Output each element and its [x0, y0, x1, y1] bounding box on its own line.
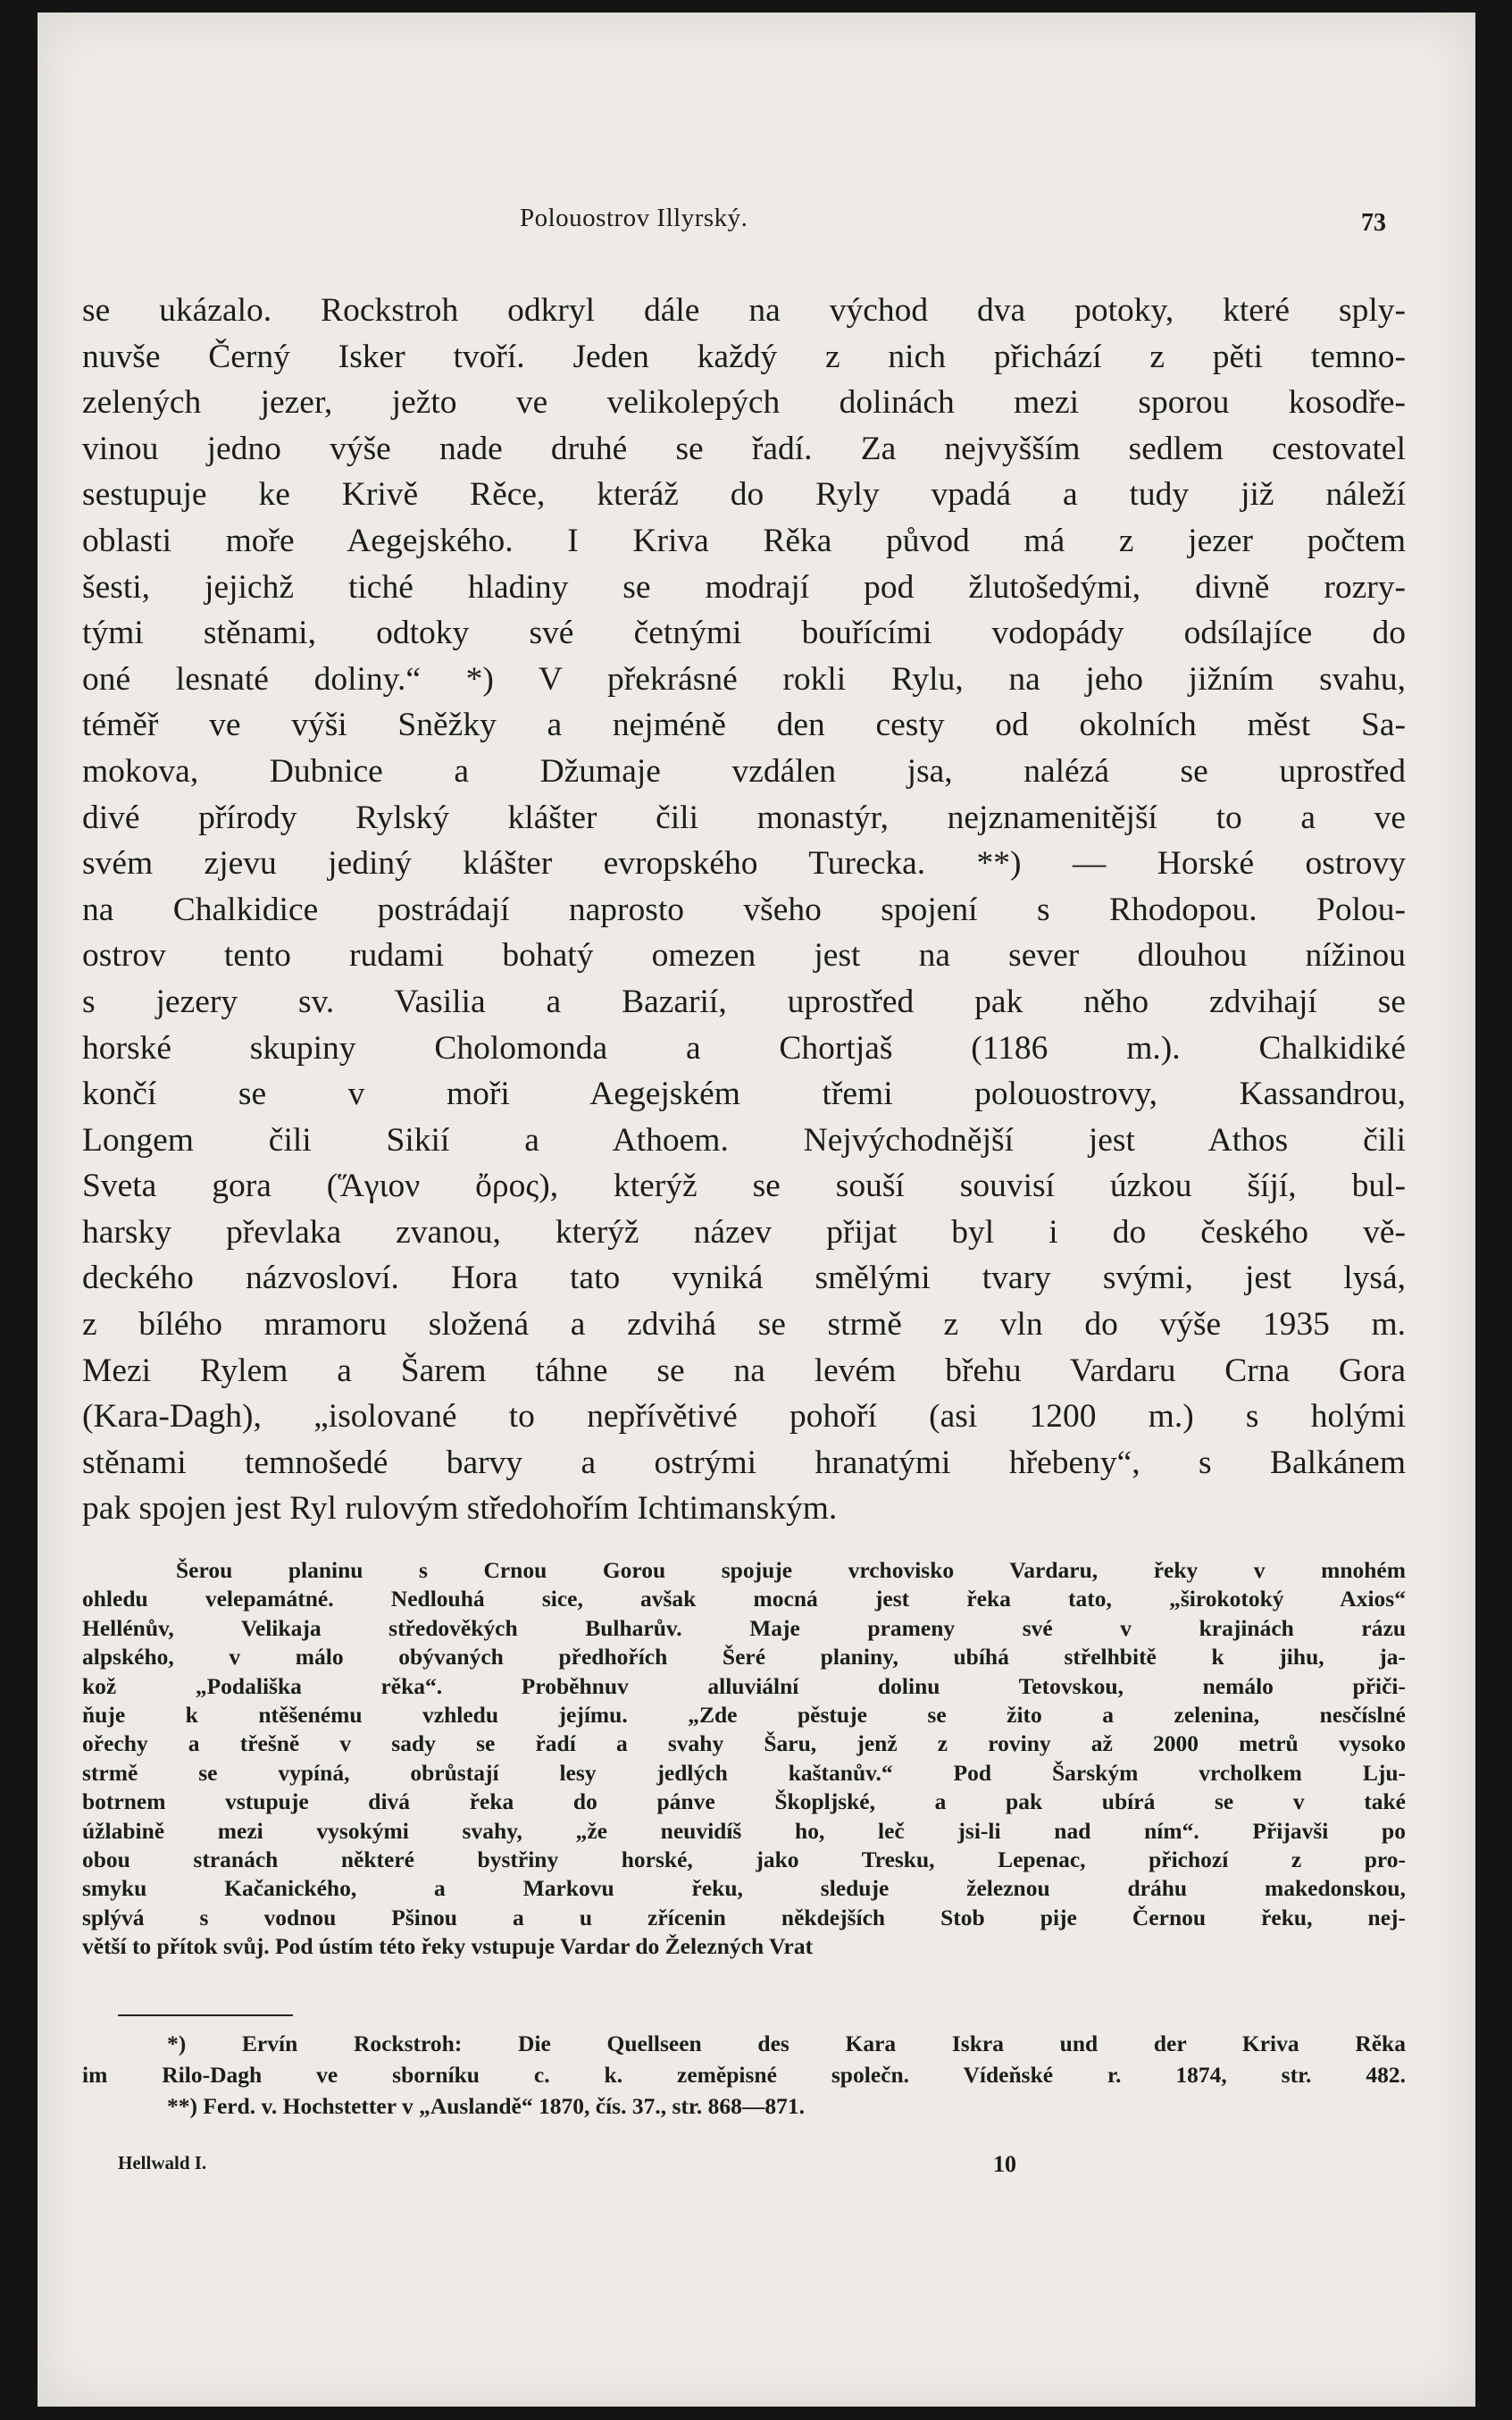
text-line: sestupuje ke Krivě Rěce, kteráž do Ryly vpadá a tudy již náleží — [82, 476, 1406, 514]
note-line: obou stranách některé bystřiny horské, jako Tresku, Lepenac, přichozí z pro- — [82, 1846, 1406, 1872]
text-line: s jezery sv. Vasilia a Bazarií, uprostřed pak něho zdvihají se — [82, 983, 1406, 1020]
text-line: z bílého mramoru složená a zdvihá se strmě z vln do výše 1935 m. — [82, 1306, 1406, 1344]
note-line: botrnem vstupuje divá řeka do pánve Škopljské, a pak ubírá se v také — [82, 1788, 1406, 1815]
note-line: strmě se vypíná, obrůstají lesy jedlých kaštanův.“ Pod Šarským vrcholkem Lju- — [82, 1759, 1406, 1786]
text-line: zelených jezer, ježto ve velikolepých dolinách mezi sporou kosodře- — [82, 384, 1406, 422]
note-line: ohledu velepamátné. Nedlouhá sice, avšak mocná jest řeka tato, „širokotoký Axios“ — [82, 1586, 1406, 1612]
page-header — [38, 204, 1475, 239]
text-line: vinou jedno výše nade druhé se řadí. Za nejvyšším sedlem cestovatel — [82, 430, 1406, 467]
footnote-line: im Rilo-Dagh ve sborníku c. k. zeměpisné společn. Vídeňské r. 1874, str. 482. — [82, 2062, 1406, 2088]
note-line: ořechy a třešně v sady se řadí a svahy Šaru, jenž z roviny až 2000 metrů vysoko — [82, 1730, 1406, 1757]
text-line: oblasti moře Aegejského. I Kriva Rěka původ má z jezer počtem — [82, 522, 1406, 559]
note-line: úžlabině mezi vysokými svahy, „že neuvidíš ho, leč jsi-li nad ním“. Přijavši po — [82, 1817, 1406, 1844]
page-number: 73 — [1361, 209, 1386, 237]
footnote-line: *) Ervín Rockstroh: Die Quellseen des Kara Iskra und der Kriva Rěka — [167, 2031, 1406, 2056]
text-line: nuvše Černý Isker tvoří. Jeden každý z nich přichází z pěti temno- — [82, 338, 1406, 375]
text-line: stěnami temnošedé barvy a ostrými hranatými hřebeny“, s Balkánem — [82, 1444, 1406, 1481]
text-line: horské skupiny Cholomonda a Chortjaš (1186 m.). Chalkidiké — [82, 1029, 1406, 1067]
text-line: končí se v moři Aegejském třemi polouostrovy, Kassandrou, — [82, 1076, 1406, 1113]
note-line: větší to přítok svůj. Pod ústím této řeky vstupuje Vardar do Železných Vrat — [82, 1933, 814, 1960]
text-line: šesti, jejichž tiché hladiny se modrají pod žlutošedými, divně rozry- — [82, 568, 1406, 606]
text-line: svém zjevu jediný klášter evropského Turecka. **) — Horské ostrovy — [82, 845, 1406, 883]
note-line: alpského, v málo obývaných předhořích Šeré planiny, ubíhá střelhbitě k jihu, ja- — [82, 1644, 1406, 1671]
note-line: smyku Kačanického, a Markovu řeku, sleduje železnou dráhu makedonskou, — [82, 1875, 1406, 1902]
footnote-divider — [118, 2014, 293, 2016]
text-line: Mezi Rylem a Šarem táhne se na levém břehu Vardaru Crna Gora — [82, 1352, 1406, 1389]
sheet-number: 10 — [993, 2151, 1016, 2177]
text-line: Longem čili Sikií a Athoem. Nejvýchodnější jest Athos čili — [82, 1121, 1406, 1159]
main-text — [82, 288, 1406, 1532]
text-line: pak spojen jest Ryl rulovým středohořím Ichtimanským. — [82, 1490, 838, 1528]
running-title: Polouostrov Illyrský. — [520, 204, 748, 232]
text-line: mokova, Dubnice a Džumaje vzdálen jsa, nalézá se uprostřed — [82, 752, 1406, 790]
printer-signature: Hellwald I. — [118, 2152, 207, 2173]
text-line: oné lesnaté doliny.“ *) V překrásné rokli Rylu, na jeho jižním svahu, — [82, 660, 1406, 698]
small-print-paragraph — [82, 1556, 1406, 1961]
text-line: se ukázalo. Rockstroh odkryl dále na východ dva potoky, které sply- — [82, 292, 1406, 329]
text-line: (Kara-Dagh), „isolované to nepřívětivé pohoří (asi 1200 m.) s holými — [82, 1398, 1406, 1436]
footnote-line: **) Ferd. v. Hochstetter v „Auslandě“ 1870, čís. 37., str. 868—871. — [167, 2093, 805, 2119]
note-line: Hellénův, Velikaja středověkých Bulharův. Maje prameny své v krajinách rázu — [82, 1614, 1406, 1641]
footnotes — [82, 2028, 1406, 2122]
note-line: kož „Podališka rěka“. Proběhnuv alluviální dolinu Tetovskou, nemálo přiči- — [82, 1672, 1406, 1699]
note-line: Šerou planinu s Crnou Gorou spojuje vrchovisko Vardaru, řeky v mnohém — [176, 1557, 1406, 1583]
text-line: divé přírody Rylský klášter čili monastýr, nejznamenitější to a ve — [82, 799, 1406, 836]
text-line: tými stěnami, odtoky své četnými bouřícími vodopády odsílajíce do — [82, 615, 1406, 652]
text-line: harsky převlaka zvanou, kterýž název přijat byl i do českého vě- — [82, 1213, 1406, 1251]
text-line: na Chalkidice postrádají naprosto všeho spojení s Rhodopou. Polou- — [82, 891, 1406, 928]
note-line: splývá s vodnou Pšinou a u zřícenin někdejších Stob pije Černou řeku, nej- — [82, 1904, 1406, 1930]
book-page — [38, 13, 1475, 2407]
text-line: ostrov tento rudami bohatý omezen jest na sever dlouhou nížinou — [82, 937, 1406, 975]
text-line: deckého názvosloví. Hora tato vyniká smělými tvary svými, jest lysá, — [82, 1260, 1406, 1297]
text-line: Sveta gora (Ἅγιον ὄρος), kterýž se souší souvisí úzkou šíjí, bul- — [82, 1168, 1406, 1205]
note-line: ňuje k ntěšenému vzhledu jejímu. „Zde pěstuje se žito a zelenina, nesčíslné — [82, 1701, 1406, 1728]
text-line: téměř ve výši Sněžky a nejméně den cesty od okolních měst Sa- — [82, 707, 1406, 744]
